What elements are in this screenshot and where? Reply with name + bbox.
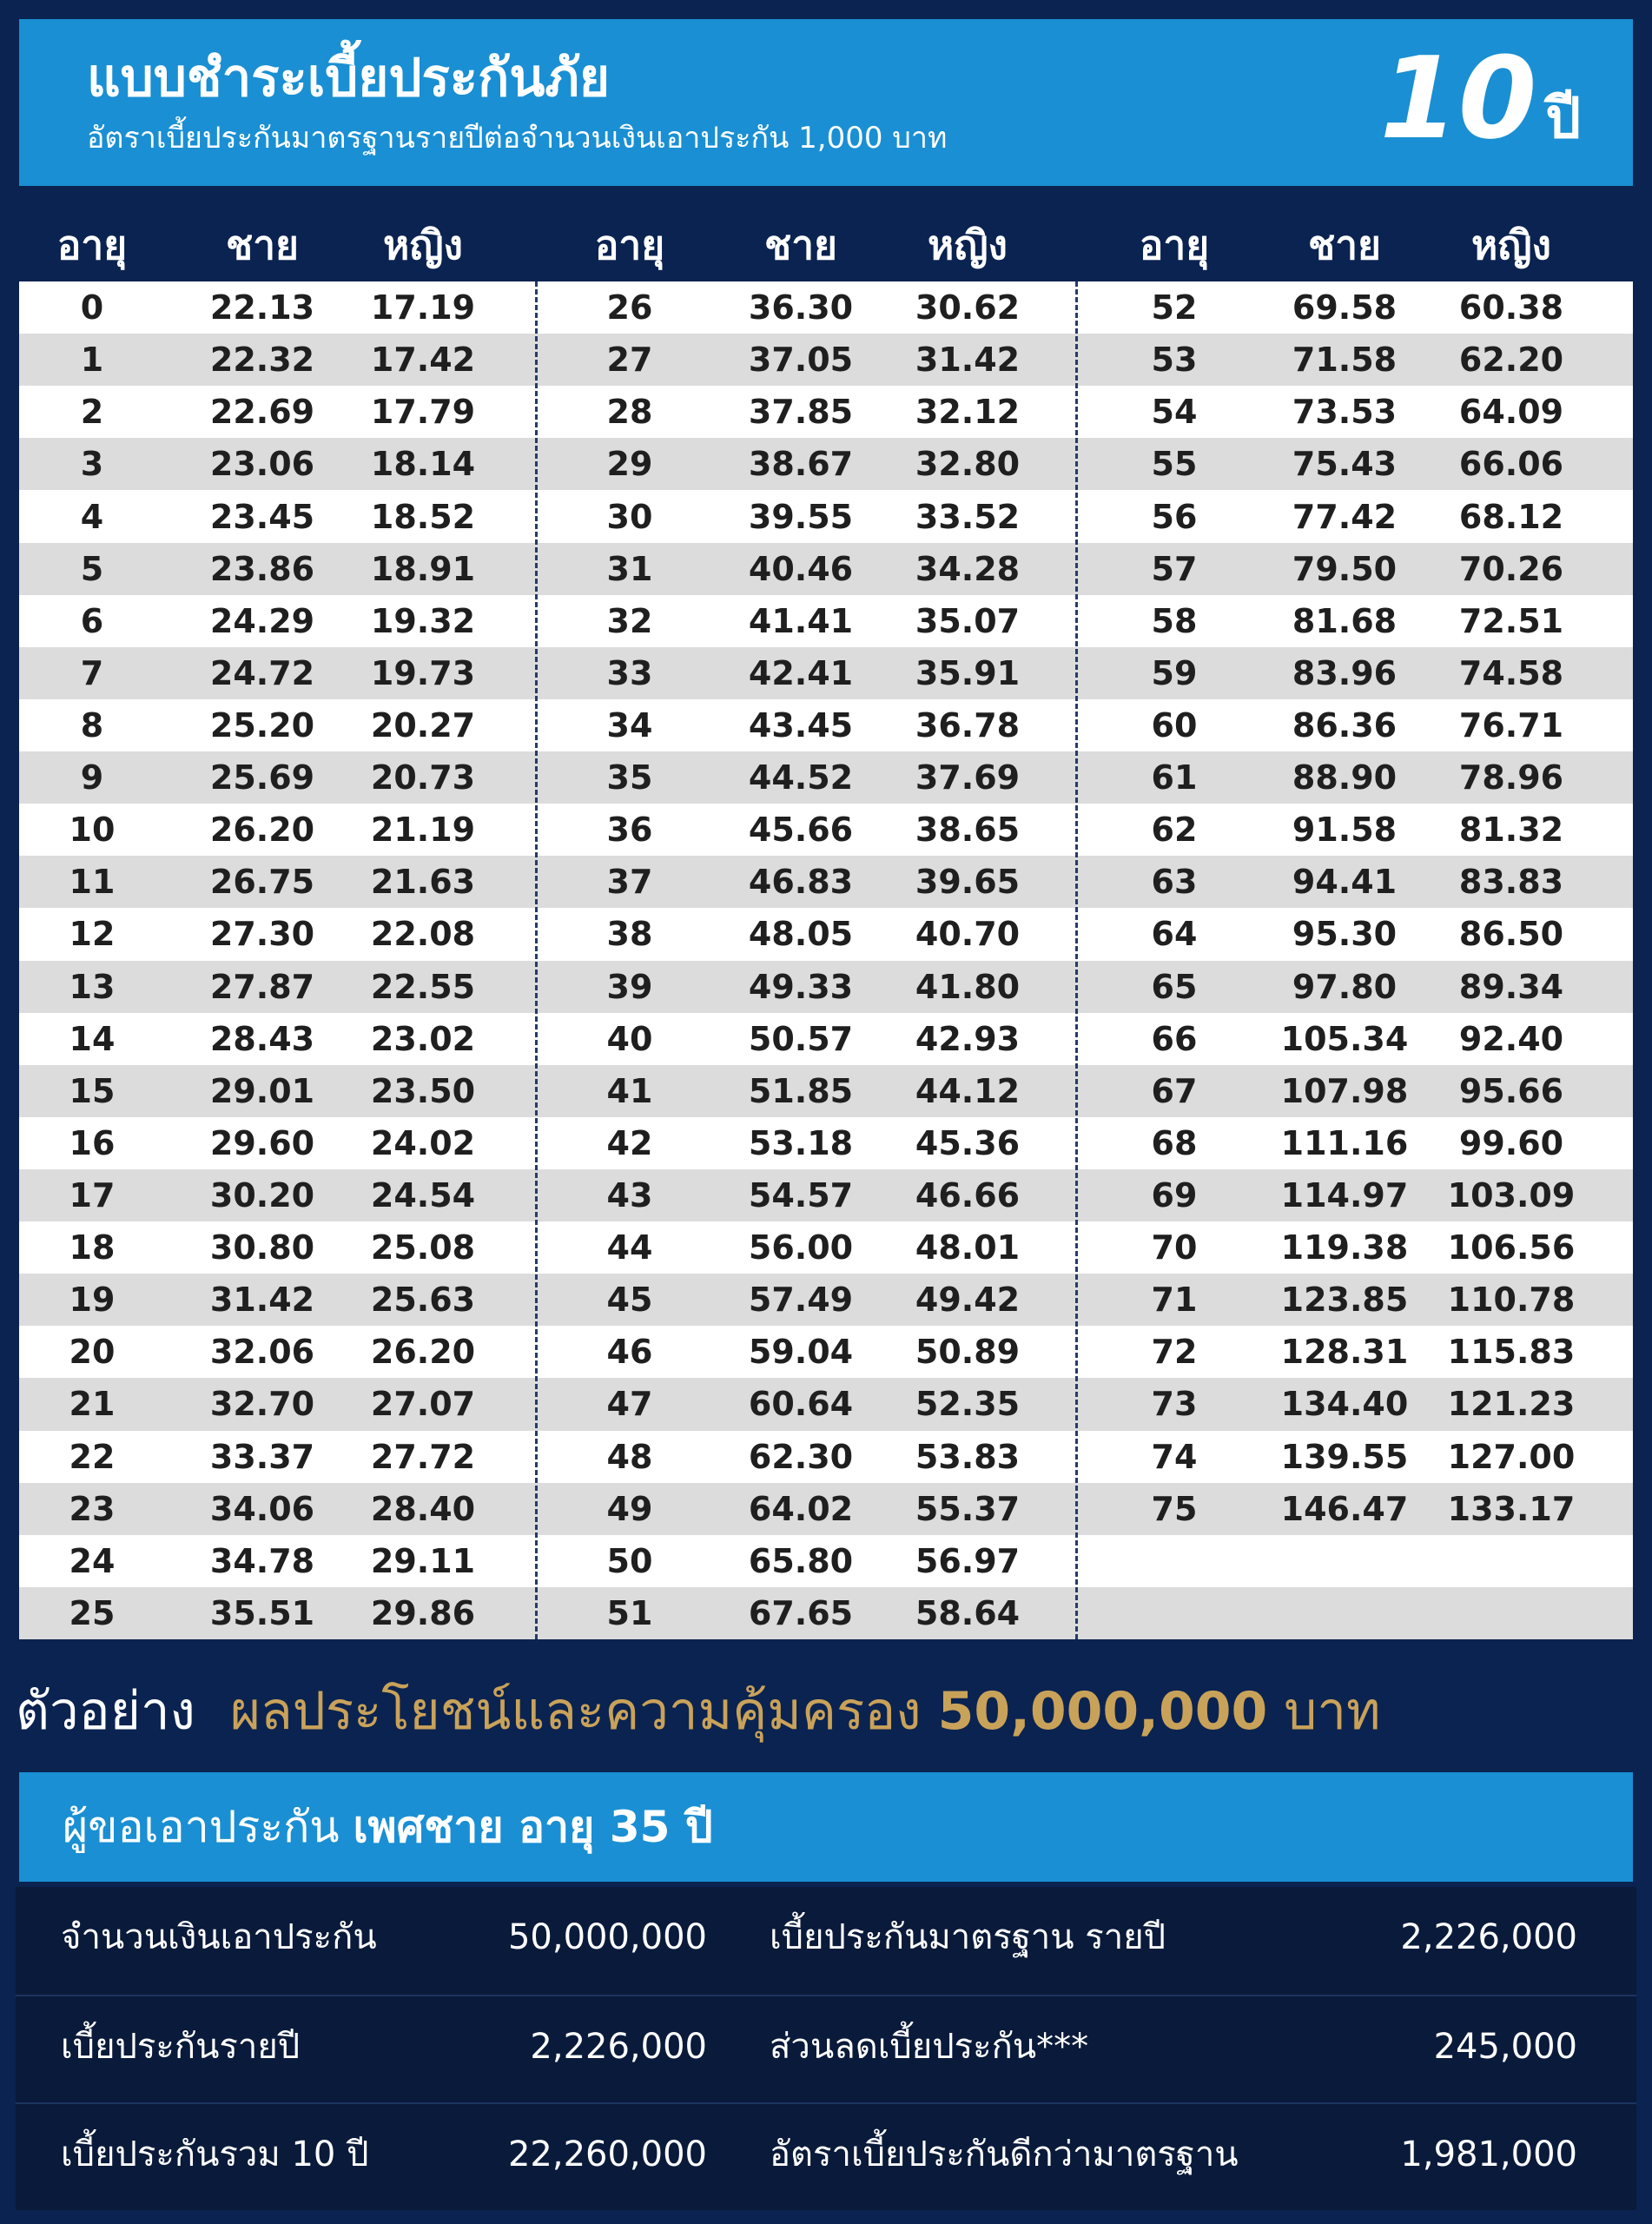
cell-male: 73.53 xyxy=(1292,393,1398,432)
cell-male: 53.18 xyxy=(748,1123,854,1162)
example-text: ผลประโยชน์และความคุ้มครอง xyxy=(229,1681,922,1742)
cell-female: 127.00 xyxy=(1447,1437,1576,1476)
example-lead: ตัวอย่าง xyxy=(16,1681,195,1742)
cell-female: 48.01 xyxy=(915,1228,1021,1268)
cell-male: 31.42 xyxy=(209,1281,315,1320)
cell-male: 28.43 xyxy=(209,1019,315,1058)
table-row xyxy=(19,1221,1633,1274)
cell-female: 41.80 xyxy=(915,967,1021,1006)
applicant-prefix: ผู้ขอเอาประกัน xyxy=(63,1802,340,1852)
cell-female: 45.36 xyxy=(915,1123,1021,1162)
cell-age: 14 xyxy=(69,1019,116,1058)
cell-male: 38.67 xyxy=(748,445,854,484)
cell-age: 13 xyxy=(69,967,116,1006)
cell-male: 60.64 xyxy=(748,1385,854,1424)
cell-female: 92.40 xyxy=(1458,1019,1564,1058)
summary-label: ส่วนลดเบี้ยประกัน*** xyxy=(770,2027,1089,2067)
cell-age: 70 xyxy=(1151,1228,1198,1268)
cell-age: 66 xyxy=(1151,1019,1198,1058)
cell-age: 8 xyxy=(80,705,104,745)
cell-female: 68.12 xyxy=(1458,497,1564,536)
cell-male: 33.37 xyxy=(209,1437,315,1476)
summary-value: 50,000,000 xyxy=(507,1917,707,1957)
cell-female: 121.23 xyxy=(1447,1385,1576,1424)
cell-male: 24.72 xyxy=(209,653,315,692)
cell-age: 25 xyxy=(69,1593,116,1632)
cell-male: 56.00 xyxy=(748,1228,854,1268)
column-divider xyxy=(1075,281,1078,1639)
cell-age: 54 xyxy=(1151,393,1198,432)
cell-age: 6 xyxy=(80,601,104,640)
cell-male: 86.36 xyxy=(1292,705,1398,745)
table-row xyxy=(19,490,1633,542)
example-amount: 50,000,000 xyxy=(937,1681,1268,1742)
cell-female: 46.66 xyxy=(915,1176,1021,1215)
cell-age: 69 xyxy=(1151,1176,1198,1215)
cell-female: 55.37 xyxy=(915,1489,1021,1528)
table-row xyxy=(19,1483,1633,1535)
cell-female: 64.09 xyxy=(1458,393,1564,432)
cell-female: 24.54 xyxy=(370,1176,476,1215)
cell-male: 81.68 xyxy=(1292,601,1398,640)
cell-age: 48 xyxy=(606,1437,653,1476)
cell-female: 78.96 xyxy=(1458,758,1564,798)
cell-male: 105.34 xyxy=(1280,1019,1409,1058)
column-header-age: อายุ xyxy=(594,222,665,268)
table-row xyxy=(19,334,1633,386)
cell-male: 34.78 xyxy=(209,1541,315,1580)
cell-female: 32.80 xyxy=(915,445,1021,484)
cell-female: 17.42 xyxy=(370,341,476,380)
cell-female: 35.07 xyxy=(915,601,1021,640)
term-years-number: 10 xyxy=(1379,32,1537,164)
cell-male: 27.87 xyxy=(209,967,315,1006)
cell-male: 88.90 xyxy=(1292,758,1398,798)
column-header-female: หญิง xyxy=(1471,222,1551,268)
cell-female: 29.86 xyxy=(370,1593,476,1632)
cell-male: 27.30 xyxy=(209,915,315,954)
table-row xyxy=(19,438,1633,490)
summary-value: 1,981,000 xyxy=(1400,2135,1577,2174)
cell-female: 99.60 xyxy=(1458,1123,1564,1162)
cell-female: 21.19 xyxy=(370,811,476,850)
cell-female: 21.63 xyxy=(370,863,476,902)
cell-age: 65 xyxy=(1151,967,1198,1006)
cell-age: 23 xyxy=(69,1489,116,1528)
cell-male: 32.70 xyxy=(209,1385,315,1424)
cell-age: 58 xyxy=(1151,601,1198,640)
cell-age: 38 xyxy=(606,915,653,954)
cell-age: 22 xyxy=(69,1437,116,1476)
cell-age: 73 xyxy=(1151,1385,1198,1424)
cell-female: 32.12 xyxy=(915,393,1021,432)
cell-age: 47 xyxy=(606,1385,653,1424)
cell-female: 39.65 xyxy=(915,863,1021,902)
cell-female: 22.55 xyxy=(370,967,476,1006)
cell-age: 72 xyxy=(1151,1333,1198,1372)
cell-male: 134.40 xyxy=(1280,1385,1409,1424)
cell-age: 51 xyxy=(606,1593,653,1632)
cell-male: 43.45 xyxy=(748,705,854,745)
summary-value: 2,226,000 xyxy=(530,2027,707,2067)
table-row xyxy=(19,908,1633,960)
cell-age: 3 xyxy=(80,445,104,484)
cell-male: 39.55 xyxy=(748,497,854,536)
cell-female: 29.11 xyxy=(370,1541,476,1580)
summary-row xyxy=(16,2102,1636,2212)
summary-label: เบี้ยประกันมาตรฐาน รายปี xyxy=(770,1917,1166,1957)
cell-female: 86.50 xyxy=(1458,915,1564,954)
cell-age: 36 xyxy=(606,811,653,850)
cell-age: 39 xyxy=(606,967,653,1006)
cell-age: 2 xyxy=(80,393,104,432)
cell-age: 59 xyxy=(1151,653,1198,692)
cell-age: 49 xyxy=(606,1489,653,1528)
cell-male: 45.66 xyxy=(748,811,854,850)
table-row xyxy=(19,856,1633,908)
table-row xyxy=(19,1431,1633,1483)
table-row xyxy=(19,1326,1633,1378)
table-row xyxy=(19,1169,1633,1221)
cell-age: 31 xyxy=(606,549,653,588)
cell-age: 71 xyxy=(1151,1281,1198,1320)
cell-male: 75.43 xyxy=(1292,445,1398,484)
cell-female: 23.02 xyxy=(370,1019,476,1058)
cell-male: 107.98 xyxy=(1280,1071,1409,1110)
cell-age: 19 xyxy=(69,1281,116,1320)
cell-female: 24.02 xyxy=(370,1123,476,1162)
cell-male: 67.65 xyxy=(748,1593,854,1632)
cell-male: 22.69 xyxy=(209,393,315,432)
cell-age: 9 xyxy=(80,758,104,798)
cell-age: 64 xyxy=(1151,915,1198,954)
table-row xyxy=(19,1535,1633,1587)
cell-male: 44.52 xyxy=(748,758,854,798)
term-badge xyxy=(1379,32,1581,164)
cell-male: 69.58 xyxy=(1292,288,1398,328)
cell-male: 25.69 xyxy=(209,758,315,798)
cell-female: 30.62 xyxy=(915,288,1021,328)
cell-female: 25.08 xyxy=(370,1228,476,1268)
table-header xyxy=(19,202,1633,281)
cell-male: 22.32 xyxy=(209,341,315,380)
cell-female: 95.66 xyxy=(1458,1071,1564,1110)
table-row xyxy=(19,961,1633,1013)
summary-row xyxy=(16,1887,1636,1995)
cell-age: 4 xyxy=(80,497,104,536)
cell-female: 76.71 xyxy=(1458,705,1564,745)
summary-label: เบี้ยประกันรายปี xyxy=(61,2027,301,2067)
cell-age: 68 xyxy=(1151,1123,1198,1162)
applicant-bar xyxy=(19,1772,1633,1882)
cell-male: 26.20 xyxy=(209,811,315,850)
cell-female: 18.52 xyxy=(370,497,476,536)
column-divider xyxy=(535,281,538,1639)
cell-female: 60.38 xyxy=(1458,288,1564,328)
cell-male: 71.58 xyxy=(1292,341,1398,380)
cell-female: 20.73 xyxy=(370,758,476,798)
cell-female: 44.12 xyxy=(915,1071,1021,1110)
cell-female: 28.40 xyxy=(370,1489,476,1528)
table-row xyxy=(19,647,1633,699)
cell-male: 111.16 xyxy=(1280,1123,1409,1162)
cell-male: 25.20 xyxy=(209,705,315,745)
cell-age: 44 xyxy=(606,1228,653,1268)
cell-age: 24 xyxy=(69,1541,116,1580)
cell-male: 54.57 xyxy=(748,1176,854,1215)
example-unit: บาท xyxy=(1284,1681,1381,1742)
cell-female: 18.91 xyxy=(370,549,476,588)
cell-male: 114.97 xyxy=(1280,1176,1409,1215)
cell-female: 52.35 xyxy=(915,1385,1021,1424)
cell-female: 33.52 xyxy=(915,497,1021,536)
cell-male: 91.58 xyxy=(1292,811,1398,850)
cell-male: 23.06 xyxy=(209,445,315,484)
cell-age: 27 xyxy=(606,341,653,380)
cell-female: 23.50 xyxy=(370,1071,476,1110)
summary-value: 245,000 xyxy=(1433,2027,1577,2067)
cell-female: 19.32 xyxy=(370,601,476,640)
cell-age: 34 xyxy=(606,705,653,745)
cell-age: 41 xyxy=(606,1071,653,1110)
cell-age: 12 xyxy=(69,915,116,954)
table-row xyxy=(19,543,1633,595)
cell-female: 74.58 xyxy=(1458,653,1564,692)
applicant-profile: เพศชาย อายุ 35 ปี xyxy=(353,1802,713,1852)
cell-male: 37.85 xyxy=(748,393,854,432)
table-row xyxy=(19,1117,1633,1169)
cell-age: 57 xyxy=(1151,549,1198,588)
cell-male: 51.85 xyxy=(748,1071,854,1110)
cell-female: 83.83 xyxy=(1458,863,1564,902)
table-row xyxy=(19,804,1633,856)
cell-female: 89.34 xyxy=(1458,967,1564,1006)
cell-female: 25.63 xyxy=(370,1281,476,1320)
cell-age: 63 xyxy=(1151,863,1198,902)
cell-age: 21 xyxy=(69,1385,116,1424)
cell-male: 36.30 xyxy=(748,288,854,328)
cell-age: 60 xyxy=(1151,705,1198,745)
term-years-unit: ปี xyxy=(1545,87,1581,151)
summary-label: เบี้ยประกันรวม 10 ปี xyxy=(61,2135,369,2174)
page-subtitle: อัตราเบี้ยประกันมาตรฐานรายปีต่อจำนวนเงินเอาประกัน 1,000 บาท xyxy=(87,121,948,156)
cell-age: 5 xyxy=(80,549,104,588)
summary-label: จำนวนเงินเอาประกัน xyxy=(61,1917,377,1957)
cell-age: 30 xyxy=(606,497,653,536)
header-banner xyxy=(19,19,1633,186)
cell-age: 18 xyxy=(69,1228,116,1268)
cell-female: 106.56 xyxy=(1447,1228,1576,1268)
cell-male: 123.85 xyxy=(1280,1281,1409,1320)
cell-age: 75 xyxy=(1151,1489,1198,1528)
cell-female: 26.20 xyxy=(370,1333,476,1372)
cell-age: 45 xyxy=(606,1281,653,1320)
cell-female: 50.89 xyxy=(915,1333,1021,1372)
column-header-male: ชาย xyxy=(1307,222,1382,268)
cell-female: 110.78 xyxy=(1447,1281,1576,1320)
cell-age: 43 xyxy=(606,1176,653,1215)
example-heading xyxy=(16,1681,1381,1742)
cell-female: 17.79 xyxy=(370,393,476,432)
cell-female: 27.07 xyxy=(370,1385,476,1424)
cell-male: 62.30 xyxy=(748,1437,854,1476)
cell-age: 56 xyxy=(1151,497,1198,536)
cell-male: 95.30 xyxy=(1292,915,1398,954)
cell-age: 42 xyxy=(606,1123,653,1162)
cell-male: 30.80 xyxy=(209,1228,315,1268)
cell-male: 146.47 xyxy=(1280,1489,1409,1528)
table-row xyxy=(19,1065,1633,1117)
cell-male: 94.41 xyxy=(1292,863,1398,902)
cell-female: 62.20 xyxy=(1458,341,1564,380)
cell-female: 17.19 xyxy=(370,288,476,328)
cell-female: 70.26 xyxy=(1458,549,1564,588)
cell-male: 77.42 xyxy=(1292,497,1398,536)
cell-male: 119.38 xyxy=(1280,1228,1409,1268)
cell-male: 29.01 xyxy=(209,1071,315,1110)
cell-female: 19.73 xyxy=(370,653,476,692)
summary-value: 22,260,000 xyxy=(507,2135,707,2174)
cell-male: 23.45 xyxy=(209,497,315,536)
cell-age: 26 xyxy=(606,288,653,328)
cell-male: 50.57 xyxy=(748,1019,854,1058)
cell-female: 37.69 xyxy=(915,758,1021,798)
cell-male: 30.20 xyxy=(209,1176,315,1215)
cell-female: 103.09 xyxy=(1447,1176,1576,1215)
cell-female: 27.72 xyxy=(370,1437,476,1476)
cell-male: 48.05 xyxy=(748,915,854,954)
column-header-female: หญิง xyxy=(928,222,1008,268)
cell-age: 46 xyxy=(606,1333,653,1372)
column-header-male: ชาย xyxy=(763,222,838,268)
cell-age: 1 xyxy=(80,341,104,380)
cell-female: 36.78 xyxy=(915,705,1021,745)
cell-female: 133.17 xyxy=(1447,1489,1576,1528)
table-row xyxy=(19,386,1633,438)
cell-male: 128.31 xyxy=(1280,1333,1409,1372)
cell-male: 97.80 xyxy=(1292,967,1398,1006)
cell-age: 52 xyxy=(1151,288,1198,328)
table-body xyxy=(19,281,1633,1639)
cell-female: 34.28 xyxy=(915,549,1021,588)
table-row xyxy=(19,595,1633,647)
cell-male: 46.83 xyxy=(748,863,854,902)
cell-male: 40.46 xyxy=(748,549,854,588)
cell-age: 16 xyxy=(69,1123,116,1162)
cell-male: 49.33 xyxy=(748,967,854,1006)
cell-female: 40.70 xyxy=(915,915,1021,954)
table-row xyxy=(19,1378,1633,1430)
cell-male: 65.80 xyxy=(748,1541,854,1580)
summary-value: 2,226,000 xyxy=(1400,1917,1577,1957)
cell-age: 7 xyxy=(80,653,104,692)
cell-age: 17 xyxy=(69,1176,116,1215)
cell-age: 40 xyxy=(606,1019,653,1058)
cell-age: 67 xyxy=(1151,1071,1198,1110)
premium-rate-table xyxy=(19,202,1633,1639)
cell-age: 33 xyxy=(606,653,653,692)
cell-age: 55 xyxy=(1151,445,1198,484)
table-row xyxy=(19,1013,1633,1065)
cell-female: 20.27 xyxy=(370,705,476,745)
cell-female: 58.64 xyxy=(915,1593,1021,1632)
cell-age: 11 xyxy=(69,863,116,902)
cell-male: 24.29 xyxy=(209,601,315,640)
cell-age: 53 xyxy=(1151,341,1198,380)
cell-age: 37 xyxy=(606,863,653,902)
cell-age: 62 xyxy=(1151,811,1198,850)
column-header-age: อายุ xyxy=(1139,222,1210,268)
cell-age: 29 xyxy=(606,445,653,484)
cell-female: 18.14 xyxy=(370,445,476,484)
cell-age: 50 xyxy=(606,1541,653,1580)
cell-male: 37.05 xyxy=(748,341,854,380)
cell-male: 79.50 xyxy=(1292,549,1398,588)
cell-male: 57.49 xyxy=(748,1281,854,1320)
table-row xyxy=(19,281,1633,334)
table-row xyxy=(19,1274,1633,1326)
table-row xyxy=(19,699,1633,751)
table-row xyxy=(19,1587,1633,1639)
cell-female: 38.65 xyxy=(915,811,1021,850)
cell-female: 72.51 xyxy=(1458,601,1564,640)
cell-age: 10 xyxy=(69,811,116,850)
column-header-age: อายุ xyxy=(56,222,128,268)
cell-male: 59.04 xyxy=(748,1333,854,1372)
summary-row xyxy=(16,1995,1636,2104)
cell-female: 66.06 xyxy=(1458,445,1564,484)
cell-male: 83.96 xyxy=(1292,653,1398,692)
cell-male: 23.86 xyxy=(209,549,315,588)
cell-female: 31.42 xyxy=(915,341,1021,380)
column-header-male: ชาย xyxy=(225,222,300,268)
cell-age: 35 xyxy=(606,758,653,798)
cell-male: 41.41 xyxy=(748,601,854,640)
cell-male: 29.60 xyxy=(209,1123,315,1162)
cell-female: 53.83 xyxy=(915,1437,1021,1476)
cell-female: 42.93 xyxy=(915,1019,1021,1058)
cell-male: 139.55 xyxy=(1280,1437,1409,1476)
applicant-text xyxy=(63,1802,713,1852)
column-header-female: หญิง xyxy=(383,222,463,268)
cell-age: 0 xyxy=(80,288,104,328)
cell-age: 15 xyxy=(69,1071,116,1110)
cell-age: 20 xyxy=(69,1333,116,1372)
cell-male: 32.06 xyxy=(209,1333,315,1372)
cell-female: 81.32 xyxy=(1458,811,1564,850)
cell-male: 42.41 xyxy=(748,653,854,692)
table-row xyxy=(19,751,1633,804)
cell-male: 35.51 xyxy=(209,1593,315,1632)
cell-male: 26.75 xyxy=(209,863,315,902)
cell-age: 61 xyxy=(1151,758,1198,798)
cell-age: 28 xyxy=(606,393,653,432)
cell-female: 49.42 xyxy=(915,1281,1021,1320)
summary-table xyxy=(16,1887,1636,2210)
cell-female: 115.83 xyxy=(1447,1333,1576,1372)
cell-female: 56.97 xyxy=(915,1541,1021,1580)
cell-age: 32 xyxy=(606,601,653,640)
summary-label: อัตราเบี้ยประกันดีกว่ามาตรฐาน xyxy=(770,2135,1239,2174)
cell-male: 22.13 xyxy=(209,288,315,328)
cell-female: 22.08 xyxy=(370,915,476,954)
page-title: แบบชำระเบี้ยประกันภัย xyxy=(87,48,611,109)
cell-male: 34.06 xyxy=(209,1489,315,1528)
cell-male: 64.02 xyxy=(748,1489,854,1528)
cell-female: 35.91 xyxy=(915,653,1021,692)
cell-age: 74 xyxy=(1151,1437,1198,1476)
